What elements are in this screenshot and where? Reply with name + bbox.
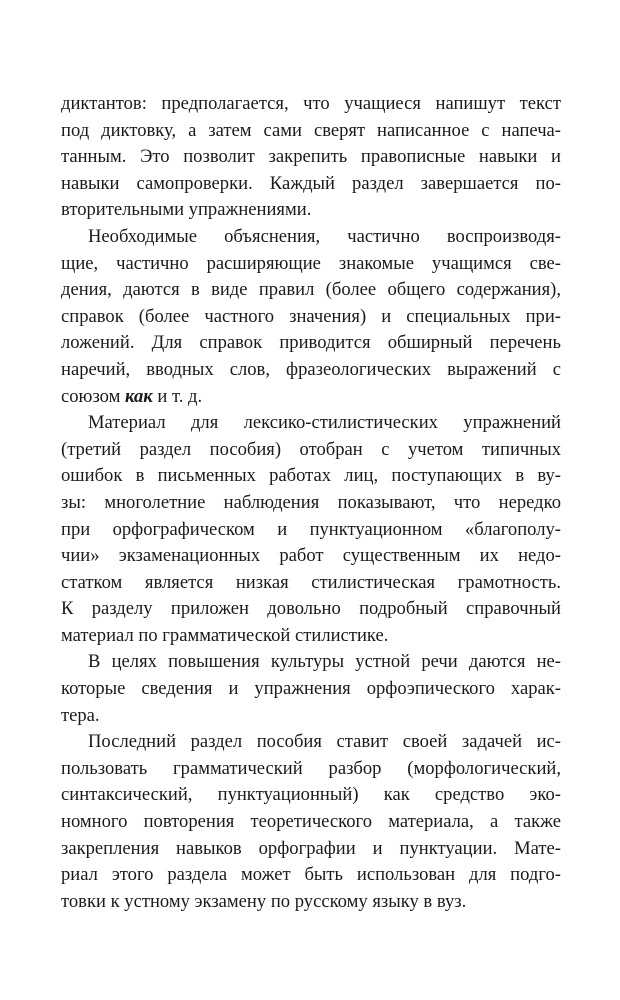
text-line: товки к устному экзамену по русскому языку в вуз. — [61, 890, 467, 912]
text-line: справок (более частного значения) и специальных при- — [61, 305, 561, 327]
text-line: пользовать грамматический разбор (морфологический, — [61, 757, 561, 779]
text-line: дения, даются в виде правил (более общего содержания), — [61, 279, 561, 301]
text-line: синтаксический, пунктуационный) как средство эко- — [61, 784, 561, 806]
paragraph-1 — [61, 91, 561, 224]
text-line: которые сведения и упражнения орфоэпического харак- — [61, 678, 561, 700]
text-line: вторительными упражнениями. — [61, 199, 312, 221]
text-line: танным. Это позволит закрепить правописные навыки и — [61, 146, 561, 168]
text-line: риал этого раздела может быть использован для подго- — [61, 864, 561, 886]
text-line: материал по грамматической стилистике. — [61, 624, 389, 646]
text-line: номного повторения теоретического материала, а также — [61, 811, 561, 833]
text-line: диктантов: предполагается, что учащиеся напишут текст — [61, 93, 561, 114]
page-body — [61, 91, 561, 915]
text-line: наречий, вводных слов, фразеологических выражений с — [61, 358, 561, 380]
text-line: щие, частично расширяющие знакомые учащимся све- — [61, 252, 561, 274]
text-line: закрепления навыков орфографии и пунктуации. Мате- — [61, 837, 561, 859]
text-line: навыки самопроверки. Каждый раздел завершается по- — [61, 172, 561, 194]
text-line — [61, 384, 561, 411]
text-line: Материал для лексико-стилистических упражнений — [88, 412, 561, 434]
emphasized-word: как — [125, 385, 153, 407]
paragraph-3 — [61, 410, 561, 649]
text-line: зы: многолетние наблюдения показывают, что нередко — [61, 491, 561, 513]
paragraph-5 — [61, 729, 561, 915]
paragraph-2 — [61, 224, 561, 410]
text-line: В целях повышения культуры устной речи даются не- — [88, 651, 561, 673]
text-line: Последний раздел пособия ставит своей задачей ис- — [88, 731, 561, 753]
text-line: чии» экзаменационных работ существенным их недо- — [61, 545, 561, 567]
text-fragment: и т. д. — [152, 385, 203, 407]
text-line: ложений. Для справок приводится обширный перечень — [61, 332, 561, 354]
paragraph-4 — [61, 649, 561, 729]
text-line: (третий раздел пособия) отобран с учетом типичных — [61, 438, 561, 460]
text-line: тера. — [61, 704, 100, 726]
text-line: К разделу приложен довольно подробный справочный — [61, 598, 561, 620]
text-line: статком является низкая стилистическая грамотность. — [61, 571, 561, 593]
text-line: при орфографическом и пунктуационном «благополу- — [61, 518, 561, 540]
text-line: ошибок в письменных работах лиц, поступающих в ву- — [61, 465, 561, 487]
text-fragment: союзом — [61, 385, 126, 407]
text-line: под диктовку, а затем сами сверят написанное с напеча- — [61, 119, 561, 141]
text-line: Необходимые объяснения, частично воспроизводя- — [88, 225, 561, 247]
